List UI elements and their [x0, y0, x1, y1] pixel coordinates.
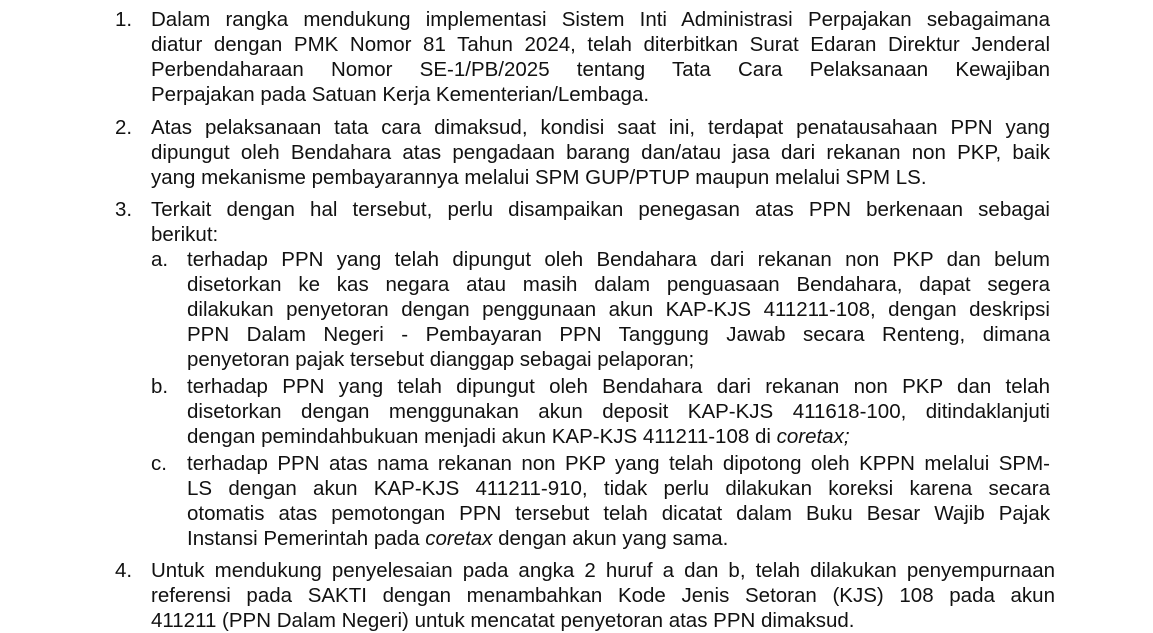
sub-item-letter: c. [151, 452, 167, 475]
sub-item-letter: b. [151, 375, 169, 398]
item-text-line: Terkait dengan hal tersebut, perlu disampaikan penegasan atas PPN berkenaan sebagai [151, 198, 1050, 221]
item-text-line: yang mekanisme pembayarannya melalui SPM GUP/PTUP maupun melalui SPM LS. [151, 166, 927, 189]
item-number: 2. [115, 116, 133, 139]
sub-item-text-line: terhadap PPN yang telah dipungut oleh Bendahara dari rekanan non PKP dan telah [187, 375, 1050, 398]
item-text-line: referensi pada SAKTI dengan menambahkan Kode Jenis Setoran (KJS) 108 pada akun [151, 584, 1055, 607]
sub-item-text-segment: dengan pemindahbukuan menjadi akun KAP-KJS 411211-108 di [187, 425, 777, 448]
sub-item-text-line [187, 526, 728, 551]
item-number: 1. [115, 8, 133, 31]
sub-item-letter: a. [151, 248, 169, 271]
sub-item-text-line [187, 424, 850, 449]
item-text-line: berikut: [151, 223, 219, 246]
item-text-line: Perbendaharaan Nomor SE-1/PB/2025 tentang Tata Cara Pelaksanaan Kewajiban [151, 58, 1050, 81]
sub-item-text-line: penyetoran pajak tersebut dianggap sebagai pelaporan; [187, 348, 695, 371]
item-text-line: Untuk mendukung penyelesaian pada angka 2 huruf a dan b, telah dilakukan penyempurnaan [151, 559, 1055, 582]
item-number: 4. [115, 559, 133, 582]
sub-item-text-segment: Instansi Pemerintah pada [187, 527, 426, 550]
sub-item-text-line: disetorkan dengan menggunakan akun deposit KAP-KJS 411618-100, ditindaklanjuti [187, 400, 1050, 423]
item-number: 3. [115, 198, 133, 221]
sub-item-text-line: dilakukan penyetoran dengan penggunaan akun KAP-KJS 411211-108, dengan deskripsi [187, 298, 1050, 321]
sub-item-text-line: PPN Dalam Negeri - Pembayaran PPN Tanggung Jawab secara Renteng, dimana [187, 323, 1050, 346]
item-text-line: Atas pelaksanaan tata cara dimaksud, kondisi saat ini, terdapat penatausahaan PPN yang [151, 116, 1050, 139]
item-text-line: Dalam rangka mendukung implementasi Sistem Inti Administrasi Perpajakan sebagaimana [151, 8, 1050, 31]
sub-item-text-line: terhadap PPN atas nama rekanan non PKP yang telah dipotong oleh KPPN melalui SPM- [187, 452, 1050, 475]
sub-item-text-line: terhadap PPN yang telah dipungut oleh Bendahara dari rekanan non PKP dan belum [187, 248, 1050, 271]
item-text-line: dipungut oleh Bendahara atas pengadaan barang dan/atau jasa dari rekanan non PKP, baik [151, 141, 1050, 164]
item-text-line: 411211 (PPN Dalam Negeri) untuk mencatat penyetoran atas PPN dimaksud. [151, 609, 855, 632]
sub-item-text-line: otomatis atas pemotongan PPN tersebut telah dicatat dalam Buku Besar Wajib Pajak [187, 502, 1050, 525]
sub-item-text-line: disetorkan ke kas negara atau masih dalam penguasaan Bendahara, dapat segera [187, 273, 1050, 296]
italic-term: coretax [425, 527, 493, 550]
italic-term: coretax; [776, 425, 850, 448]
item-text-line: Perpajakan pada Satuan Kerja Kementerian/Lembaga. [151, 83, 650, 106]
sub-item-text-line: LS dengan akun KAP-KJS 411211-910, tidak perlu dilakukan koreksi karena secara [187, 477, 1050, 500]
item-text-line: diatur dengan PMK Nomor 81 Tahun 2024, telah diterbitkan Surat Edaran Direktur Jenderal [151, 33, 1050, 56]
sub-item-text-segment: dengan akun yang sama. [492, 527, 729, 550]
